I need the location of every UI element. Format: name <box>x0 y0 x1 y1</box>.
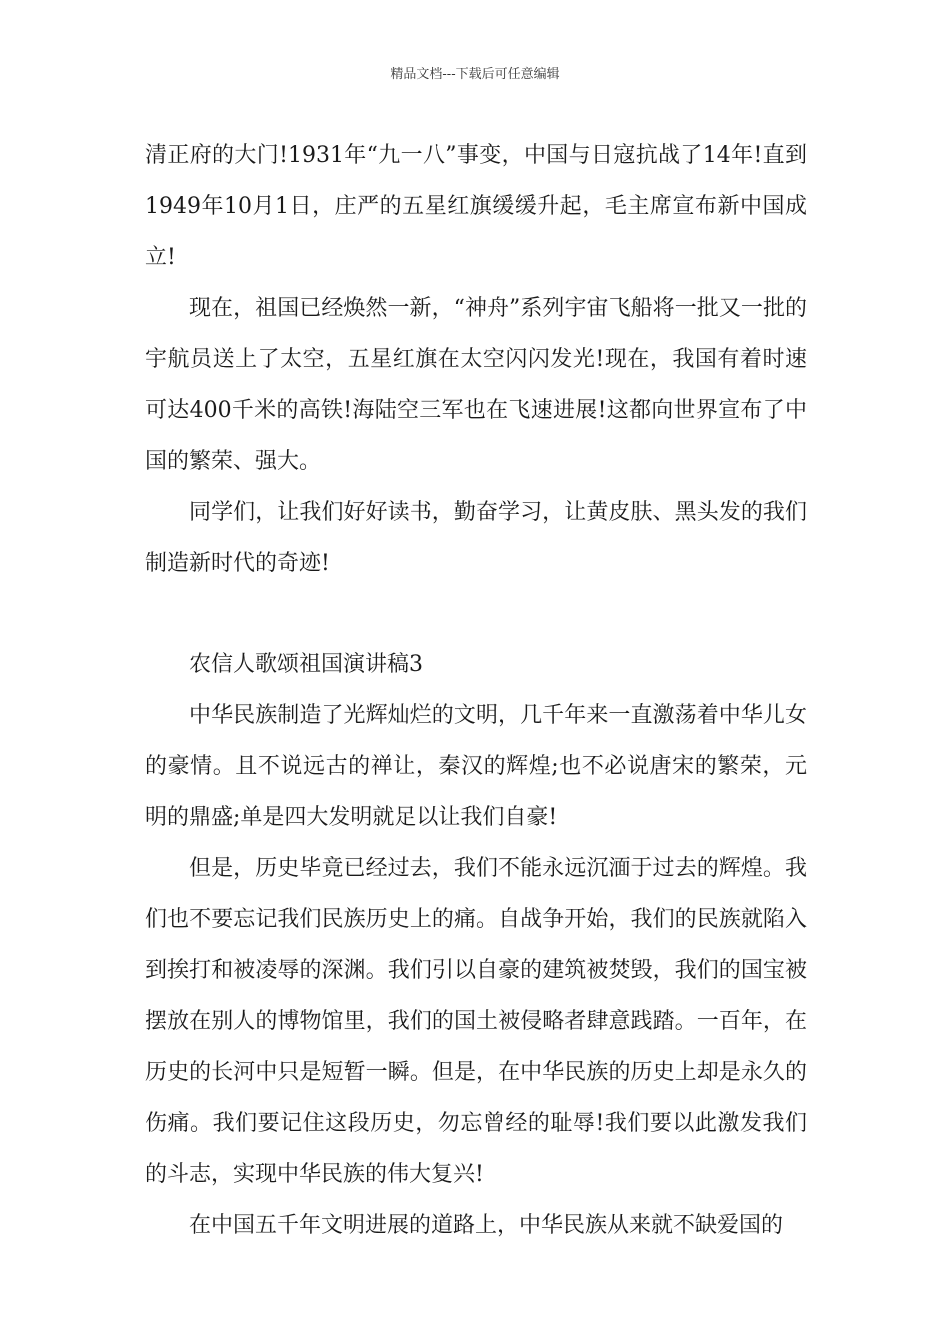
paragraph-3: 同学们，让我们好好读书，勤奋学习，让黄皮肤、黑头发的我们制造新时代的奇迹! <box>145 500 807 576</box>
document-body <box>145 130 807 1251</box>
paragraph-6: 在中国五千年文明进展的道路上，中华民族从来就不缺爱国的 <box>189 1213 784 1238</box>
page-header: 精品文档---下载后可任意编辑 <box>390 67 560 82</box>
paragraph-5: 但是，历史毕竟已经过去，我们不能永远沉湎于过去的辉煌。我们也不要忘记我们民族历史上的痛。自战争开始，我们的民族就陷入到挨打和被凌辱的深渊。我们引以自豪的建筑被焚毁，我们的国宝被摆放在别人的博物馆里，我们的国土被侵略者肆意践踏。一百年，在历史的长河中只是短暂一瞬。但是，在中华民族的历史上却是永久的伤痛。我们要记住这段历史，勿忘曾经的耻辱!我们要以此激发我们的斗志，实现中华民族的伟大复兴! <box>145 856 807 1187</box>
paragraph-2: 现在，祖国已经焕然一新，“神舟”系列宇宙飞船将一批又一批的宇航员送上了太空，五星红旗在太空闪闪发光!现在，我国有着时速可达400千米的高铁!海陆空三军也在飞速进展!这都向世界宣布了中国的繁荣、强大。 <box>145 296 807 474</box>
section-spacer <box>145 589 807 639</box>
paragraph-1: 清正府的大门!1931年“九一八”事变，中国与日寇抗战了14年!直到1949年10月1日，庄严的五星红旗缓缓升起，毛主席宣布新中国成立! <box>145 143 807 270</box>
paragraph-4: 中华民族制造了光辉灿烂的文明，几千年来一直激荡着中华儿女的豪情。且不说远古的禅让，秦汉的辉煌;也不必说唐宋的繁荣，元明的鼎盛;单是四大发明就足以让我们自豪! <box>145 703 807 830</box>
section-title: 农信人歌颂祖国演讲稿3 <box>189 652 423 677</box>
